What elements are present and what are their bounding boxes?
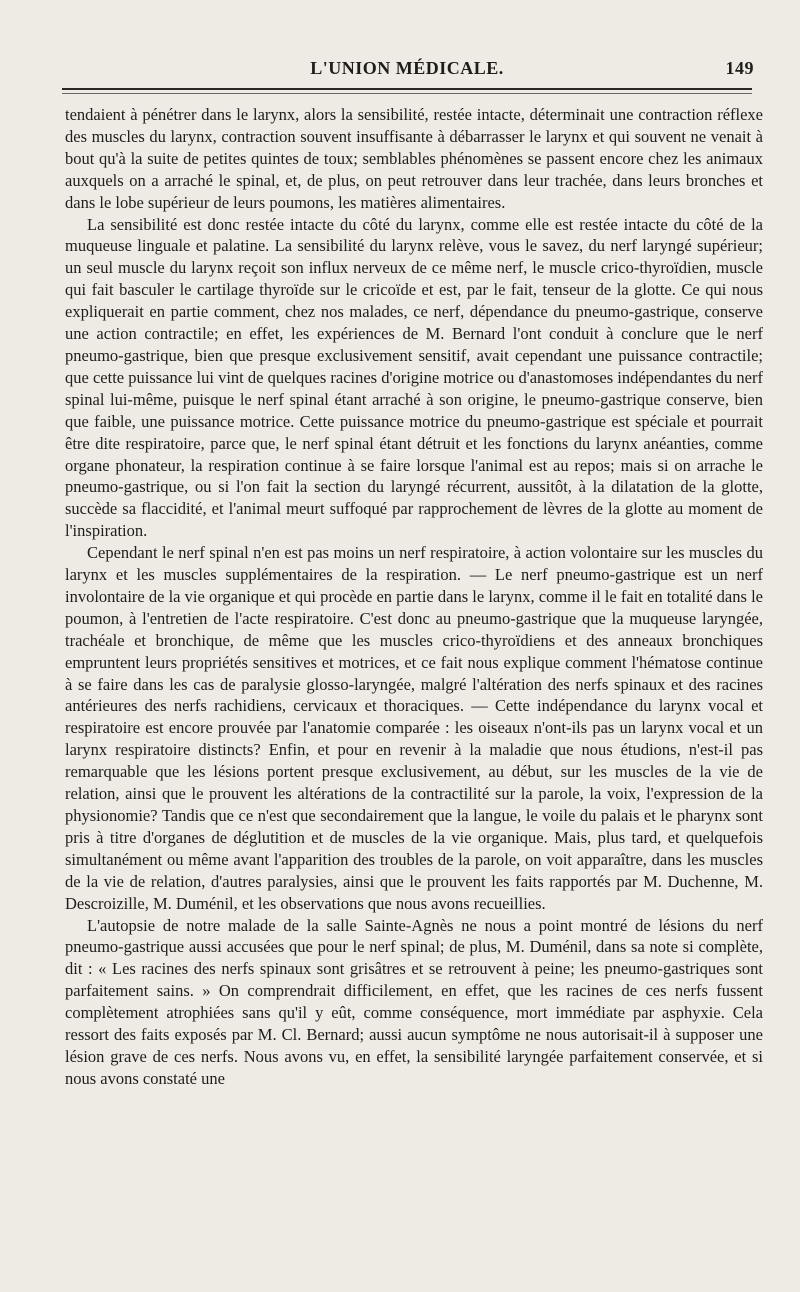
paragraph: La sensibilité est donc restée intacte du côté du larynx, comme elle est restée intacte du côté de la muqueuse linguale et palatine. La sensibilité du larynx relève, vous le savez, du nerf laryngé supérieur; un seul muscle du larynx reçoit son influx nerveux de ce même nerf, le muscle crico-thyroïdien, muscle qui fait basculer le cartilage thyroïde sur le cricoïde et est, par le fait, tenseur de la glotte. Ce qui nous expliquerait en partie comment, chez nos malades, ce nerf, dépendance du pneumo-gastrique, conserve une action contractile; en effet, les expériences de M. Bernard l'ont conduit à conclure que le nerf pneumo-gastrique, bien que presque exclusivement sensitif, avait cependant une puissance contractile; que cette puissance lui vint de quelques racines d'origine motrice ou d'anastomoses indépendantes du nerf spinal lui-même, puisque le nerf spinal étant arraché à son origine, le pneumo-gastrique conserve, bien que faible, une puissance motrice. Cette puissance motrice du pneumo-gastrique est spéciale et pourrait être dite respiratoire, parce que, le nerf spinal étant détruit et les fonctions du larynx anéanties, comme organe phonateur, la respiration continue à se faire lorsque l'animal est au repos; mais si on arrache le pneumo-gastrique, ou si l'on fait la section du laryngé récurrent, aussitôt, à la dilatation de la glotte, succède sa flaccidité, et l'animal meurt suffoqué par rapprochement de lèvres de la glotte au moment de l'inspiration. bbox=[65, 214, 763, 541]
header-rule bbox=[62, 88, 752, 90]
running-head bbox=[60, 58, 754, 84]
paragraph: Cependant le nerf spinal n'en est pas moins un nerf respiratoire, à action volontaire sur les muscles du larynx et les muscles supplémentaires de la respiration. — Le nerf pneumo-gastrique est un nerf involontaire de la vie organique et qui procède en partie dans le larynx, comme il le fait en totalité dans le poumon, à l'entretien de l'acte respiratoire. C'est donc au pneumo-gastrique que la muqueuse laryngée, trachéale et bronchique, de même que les muscles crico-thyroïdiens et des anneaux bronchiques empruntent leurs propriétés sensitives et motrices, et ce fait nous explique comment l'hématose continue à se faire dans les cas de paralysie glosso-laryngée, malgré l'altération des nerfs spinaux et des racines antérieures des nerfs rachidiens, cervicaux et thoraciques. — Cette indépendance du larynx vocal et respiratoire est encore prouvée par l'anatomie comparée : les oiseaux n'ont-ils pas un larynx vocal et un larynx respiratoire distincts? Enfin, et pour en revenir à la maladie que nous étudions, n'est-il pas remarquable que les lésions portent presque exclusivement, au début, sur les muscles de la vie de relation, ainsi que le prouvent les altérations de la contractilité sur la parole, la voix, l'expression de la physionomie? Tandis que ce n'est que secondairement que la langue, le voile du palais et le pharynx sont pris à titre d'organes de déglutition et de muscles de la vie organique. Mais, plus tard, et quelquefois simultanément ou même avant l'apparition des troubles de la parole, on voit apparaître, dans les muscles de la vie de relation, d'autres paralysies, ainsi que le prouvent les faits rapportés par M. Duchenne, M. Descroizille, M. Duménil, et les observations que nous avons recueillies. bbox=[65, 543, 763, 913]
header-rule-thin bbox=[62, 93, 752, 94]
paragraph: L'autopsie de notre malade de la salle Sainte-Agnès ne nous a point montré de lésions du nerf pneumo-gastrique aussi accusées que pour le nerf spinal; de plus, M. Duménil, dans sa note si complète, dit : « Les racines des nerfs spinaux sont grisâtres et se retrouvent à peine; les pneumo-gastriques sont parfaitement sains. » On comprendrait difficilement, en effet, que les racines de ces nerfs fussent complètement atrophiées sans qu'il y eût, comme conséquence, mort immédiate par asphyxie. Cela ressort des faits exposés par M. Cl. Bernard; aussi aucun symptôme ne nous autorisait-il à supposer une lésion grave de ces nerfs. Nous avons vu, en effet, la sensibilité laryngée parfaitement conservée, et si nous avons constaté une bbox=[65, 915, 763, 1088]
journal-title: L'UNION MÉDICALE. bbox=[310, 58, 504, 78]
page-number: 149 bbox=[725, 58, 754, 78]
paragraph-continued: tendaient à pénétrer dans le larynx, alors la sensibilité, restée intacte, déterminait une contraction réflexe des muscles du larynx, contraction souvent insuffisante à débarrasser le larynx et qui souvent ne venait à bout qu'à la suite de petites quintes de toux; semblables phénomènes se passent encore chez les animaux auxquels on a arraché le spinal, et, de plus, on peut retrouver dans leur trachée, dans leurs bronches et dans le lobe supérieur de leurs poumons, les matières alimentaires. bbox=[65, 105, 763, 212]
article-body bbox=[65, 104, 763, 1090]
